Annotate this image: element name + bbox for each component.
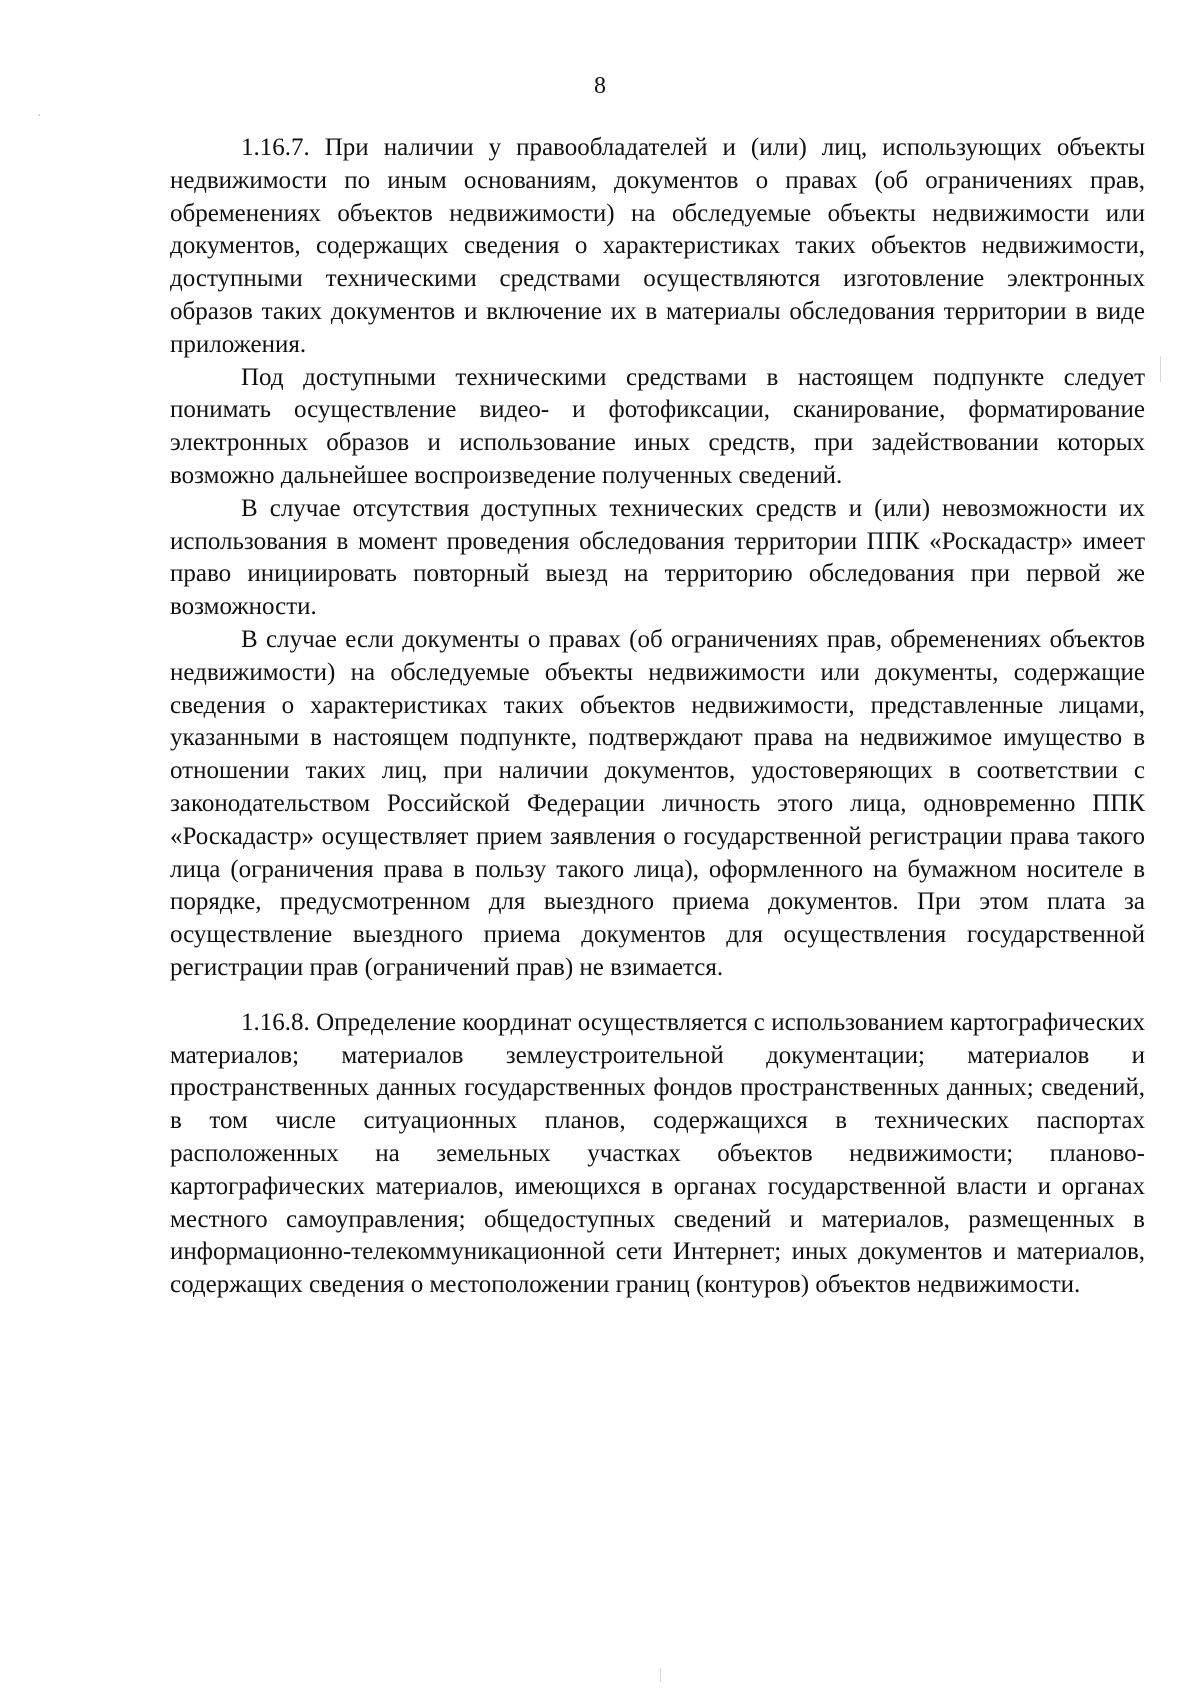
paragraph-1-16-7: 1.16.7. При наличии у правообладателей и (или) лиц, использующих объекты недвижимости по иным основаниям, документов о правах (об ограничениях прав, обременениях объектов недвижимости) на обследуемые объекты недвижимости или документов, содержащих сведения о характеристиках таких объектов недвижимости, доступными техническими средствами осуществляются изготовление электронных образов таких документов и включение их в материалы обследования территории в виде приложения. [170,134,1145,358]
page-number: 8 [594,73,606,99]
scan-artifact-right [1160,356,1161,382]
paragraph-repeat-visit: В случае отсутствия доступных технических средств и (или) невозможности их использования в момент проведения обследования территории ППК «Роскадастр» имеет право инициировать повторный выезд на территорию обследования при первой же возможности. [170,494,1145,621]
paragraph-technical-means: Под доступными техническими средствами в настоящем подпункте следует понимать осуществление видео- и фотофиксации, сканирование, форматирование электронных образов и использование иных средств, при задействовании которых возможно дальнейшее воспроизведение полученных сведений. [170,363,1145,489]
paragraph-registration: В случае если документы о правах (об ограничениях прав, обременениях объектов недвижимости) на обследуемые объекты недвижимости или документы, содержащие сведения о характеристиках таких объектов недвижимости, представленные лицами, указанными в настоящем подпункте, подтверждают права на недвижимое имущество в отношении таких лиц, при наличии документов, удостоверяющих в соответствии с законодательством Российской Федерации личность этого лица, одновременно ППК «Роскадастр» осуществляет прием заявления о государственной регистрации права такого лица (ограничения права в пользу такого лица), оформленного на бумажном носителе в порядке, предусмотренном для выездного приема документов. При этом плата за осуществление выездного приема документов для осуществления государственной регистрации прав (ограничений прав) не взимается. [170,625,1145,981]
paragraph-1-16-8: 1.16.8. Определение координат осуществляется с использованием картографических материалов; материалов землеустроительной документации; материалов и пространственных данных государственных фондов пространственных данных; сведений, в том числе ситуационных планов, содержащихся в технических паспортах расположенных на земельных участках объектов недвижимости; планово-картографических материалов, имеющихся в органах государственной власти и органах местного самоуправления; общедоступных сведений и материалов, размещенных в информационно-телекоммуникационной сети Интернет; иных документов и материалов, содержащих сведения о местоположении границ (контуров) объектов недвижимости. [170,1008,1145,1299]
scan-artifact-bottom [660,1668,661,1682]
scan-artifact-left [38,114,40,116]
document-body [170,132,1145,1302]
